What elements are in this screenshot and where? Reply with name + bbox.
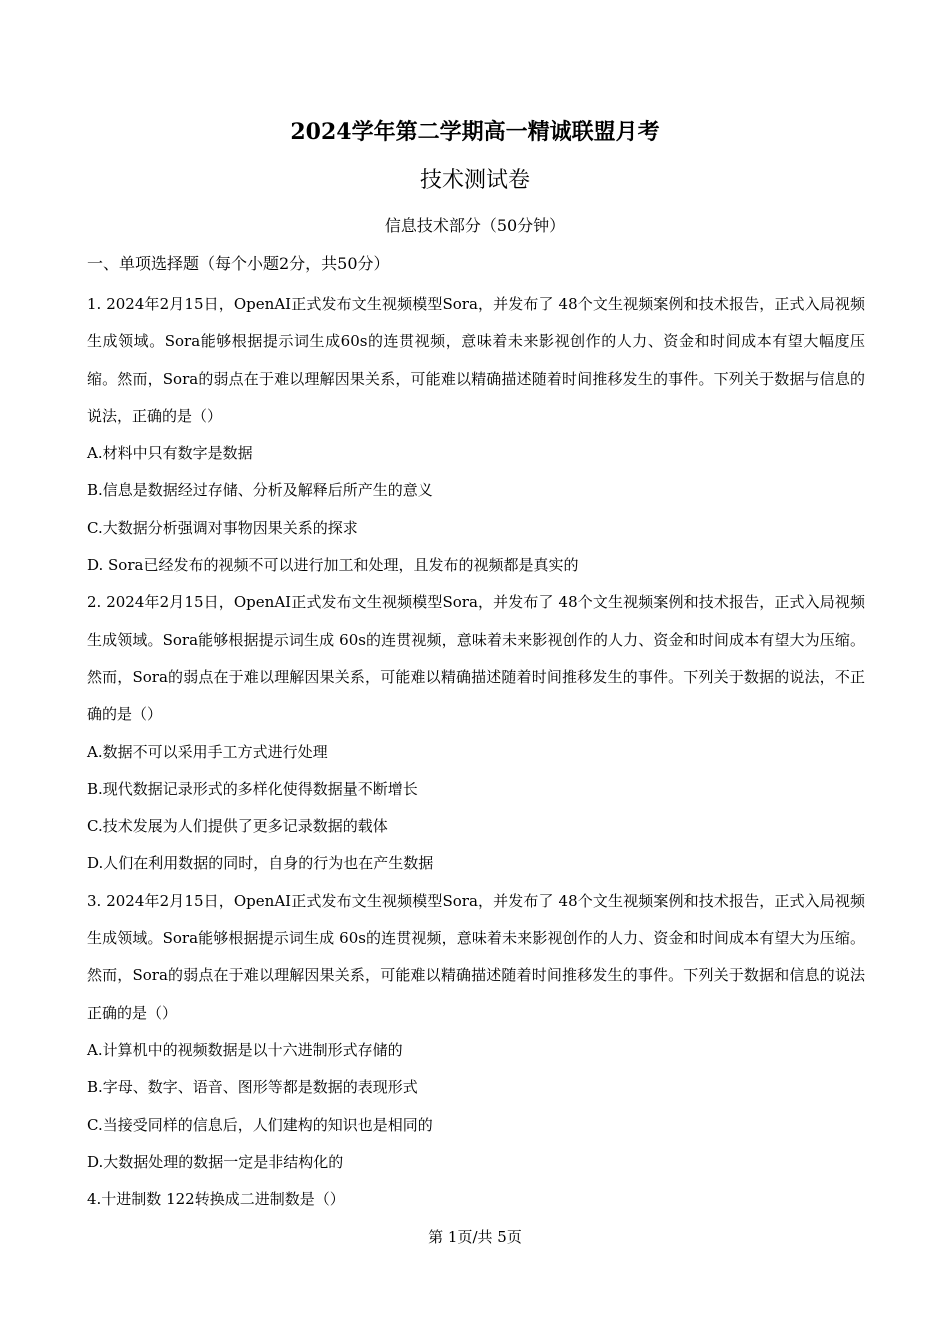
question-stem: 2. 2024年2月15日，OpenAI正式发布文生视频模型Sora，并发布了 48个文生视频案例和技术报告，正式入局视频生成领域。Sora能够根据提示词生成 60s的连贯视频，意味着未来影视创作的人力、资金和时间成本有望大为压缩。然而，Sora的弱点在于难以理解因果关系，可能难以精确描述随着时间推移发生的事件。下列关于数据的说法，不正确的是（） [87,593,865,724]
section-heading: 一、单项选择题（每个小题2分，共50分） [87,254,390,273]
option-c: C.当接受同样的信息后，人们建构的知识也是相同的 [87,1115,433,1134]
question-stem: 1. 2024年2月15日，OpenAI正式发布文生视频模型Sora，并发布了 48个文生视频案例和技术报告，正式入局视频生成领域。Sora能够根据提示词生成60s的连贯视频，意味着未来影视创作的人力、资金和时间成本有望大幅度压缩。然而，Sora的弱点在于难以理解因果关系，可能难以精确描述随着时间推移发生的事件。下列关于数据与信息的说法，正确的是（） [87,295,865,425]
option-a: A.计算机中的视频数据是以十六进制形式存储的 [87,1040,403,1059]
option-a: A.数据不可以采用手工方式进行处理 [87,742,328,761]
page-footer: 第 1页/共 5页 [428,1228,522,1246]
option-d: D. Sora已经发布的视频不可以进行加工和处理，且发布的视频都是真实的 [87,556,579,575]
option-b: B.字母、数字、语音、图形等都是数据的表现形式 [87,1078,418,1097]
option-c: C.技术发展为人们提供了更多记录数据的载体 [87,817,388,836]
part-heading: 信息技术部分（50分钟） [384,216,566,235]
question-4 [87,1181,865,1218]
question-stem: 4.十进制数 122转换成二进制数是（） [87,1190,345,1209]
option-b: B.现代数据记录形式的多样化使得数据量不断增长 [87,779,418,798]
question-3 [87,883,865,1181]
exam-title: 2024学年第二学期高一精诚联盟月考 [290,119,660,145]
question-list [87,286,865,1218]
exam-subtitle: 技术测试卷 [419,168,530,193]
question-2 [87,584,865,882]
question-1 [87,286,865,584]
option-d: D.人们在利用数据的同时，自身的行为也在产生数据 [87,854,434,873]
option-d: D.大数据处理的数据一定是非结构化的 [87,1152,344,1171]
option-a: A.材料中只有数字是数据 [87,444,253,463]
question-stem: 3. 2024年2月15日，OpenAI正式发布文生视频模型Sora，并发布了 48个文生视频案例和技术报告，正式入局视频生成领域。Sora能够根据提示词生成 60s的连贯视频，意味着未来影视创作的人力、资金和时间成本有望大为压缩。然而，Sora的弱点在于难以理解因果关系，可能难以精确描述随着时间推移发生的事件。下列关于数据和信息的说法正确的是（） [87,891,865,1022]
option-b: B.信息是数据经过存储、分析及解释后所产生的意义 [87,481,433,500]
option-c: C.大数据分析强调对事物因果关系的探求 [87,518,358,537]
